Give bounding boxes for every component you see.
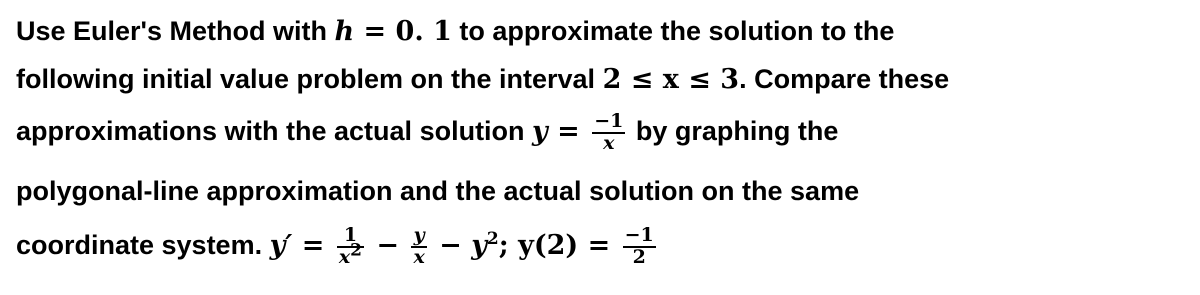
y-squared-exponent: 2 [486, 229, 499, 250]
semicolon: ; [498, 230, 519, 262]
problem-line-1 [16, 18, 894, 45]
line5-pre: coordinate system. [16, 230, 270, 261]
initial-value-fraction [623, 226, 656, 268]
problem-line-5 [16, 226, 659, 268]
derivative-symbol: y′ [269, 230, 293, 262]
actual-solution-fraction [592, 112, 625, 154]
term-one-fraction [337, 226, 364, 268]
fraction-numerator: −1 [594, 110, 624, 132]
y-squared-base: y [471, 230, 487, 262]
line2-pre: following initial value problem on the interval [16, 64, 603, 94]
step-size-variable: h [334, 16, 355, 47]
line3-post: by graphing the [628, 116, 839, 147]
fraction-denominator: 2 [632, 245, 646, 268]
line3-pre: approximations with the actual solution [16, 116, 533, 147]
line1-post: to approximate the solution to the [451, 16, 895, 46]
interval-expression: 2 ≤ x ≤ 3 [602, 64, 740, 95]
minus-sign: − [429, 230, 472, 262]
line2-post: . Compare these [739, 64, 950, 94]
problem-line-2 [16, 66, 949, 93]
equals-sign: = [578, 230, 620, 262]
line4-text: polygonal-line approximation and the actual solution on the same [16, 176, 860, 206]
equals-sign: = [354, 16, 396, 47]
fraction-numerator: y [411, 226, 426, 248]
equals-sign: = [547, 116, 590, 148]
fraction-denominator: x [413, 245, 425, 268]
solution-variable: y [532, 116, 548, 148]
line1-pre: Use Euler's Method with [16, 16, 335, 46]
equals-sign: = [292, 230, 334, 262]
problem-line-3 [16, 112, 838, 154]
step-size-value: 0. 1 [395, 16, 452, 47]
fraction-numerator: −1 [624, 224, 654, 246]
fraction-numerator: 1 [337, 226, 364, 248]
problem-line-4 [16, 178, 859, 205]
initial-condition: y(2) [518, 230, 579, 262]
term-two-fraction [411, 226, 426, 268]
minus-sign: − [367, 230, 409, 262]
fraction-denominator: x2 [338, 240, 363, 268]
fraction-denominator: x [603, 131, 615, 154]
